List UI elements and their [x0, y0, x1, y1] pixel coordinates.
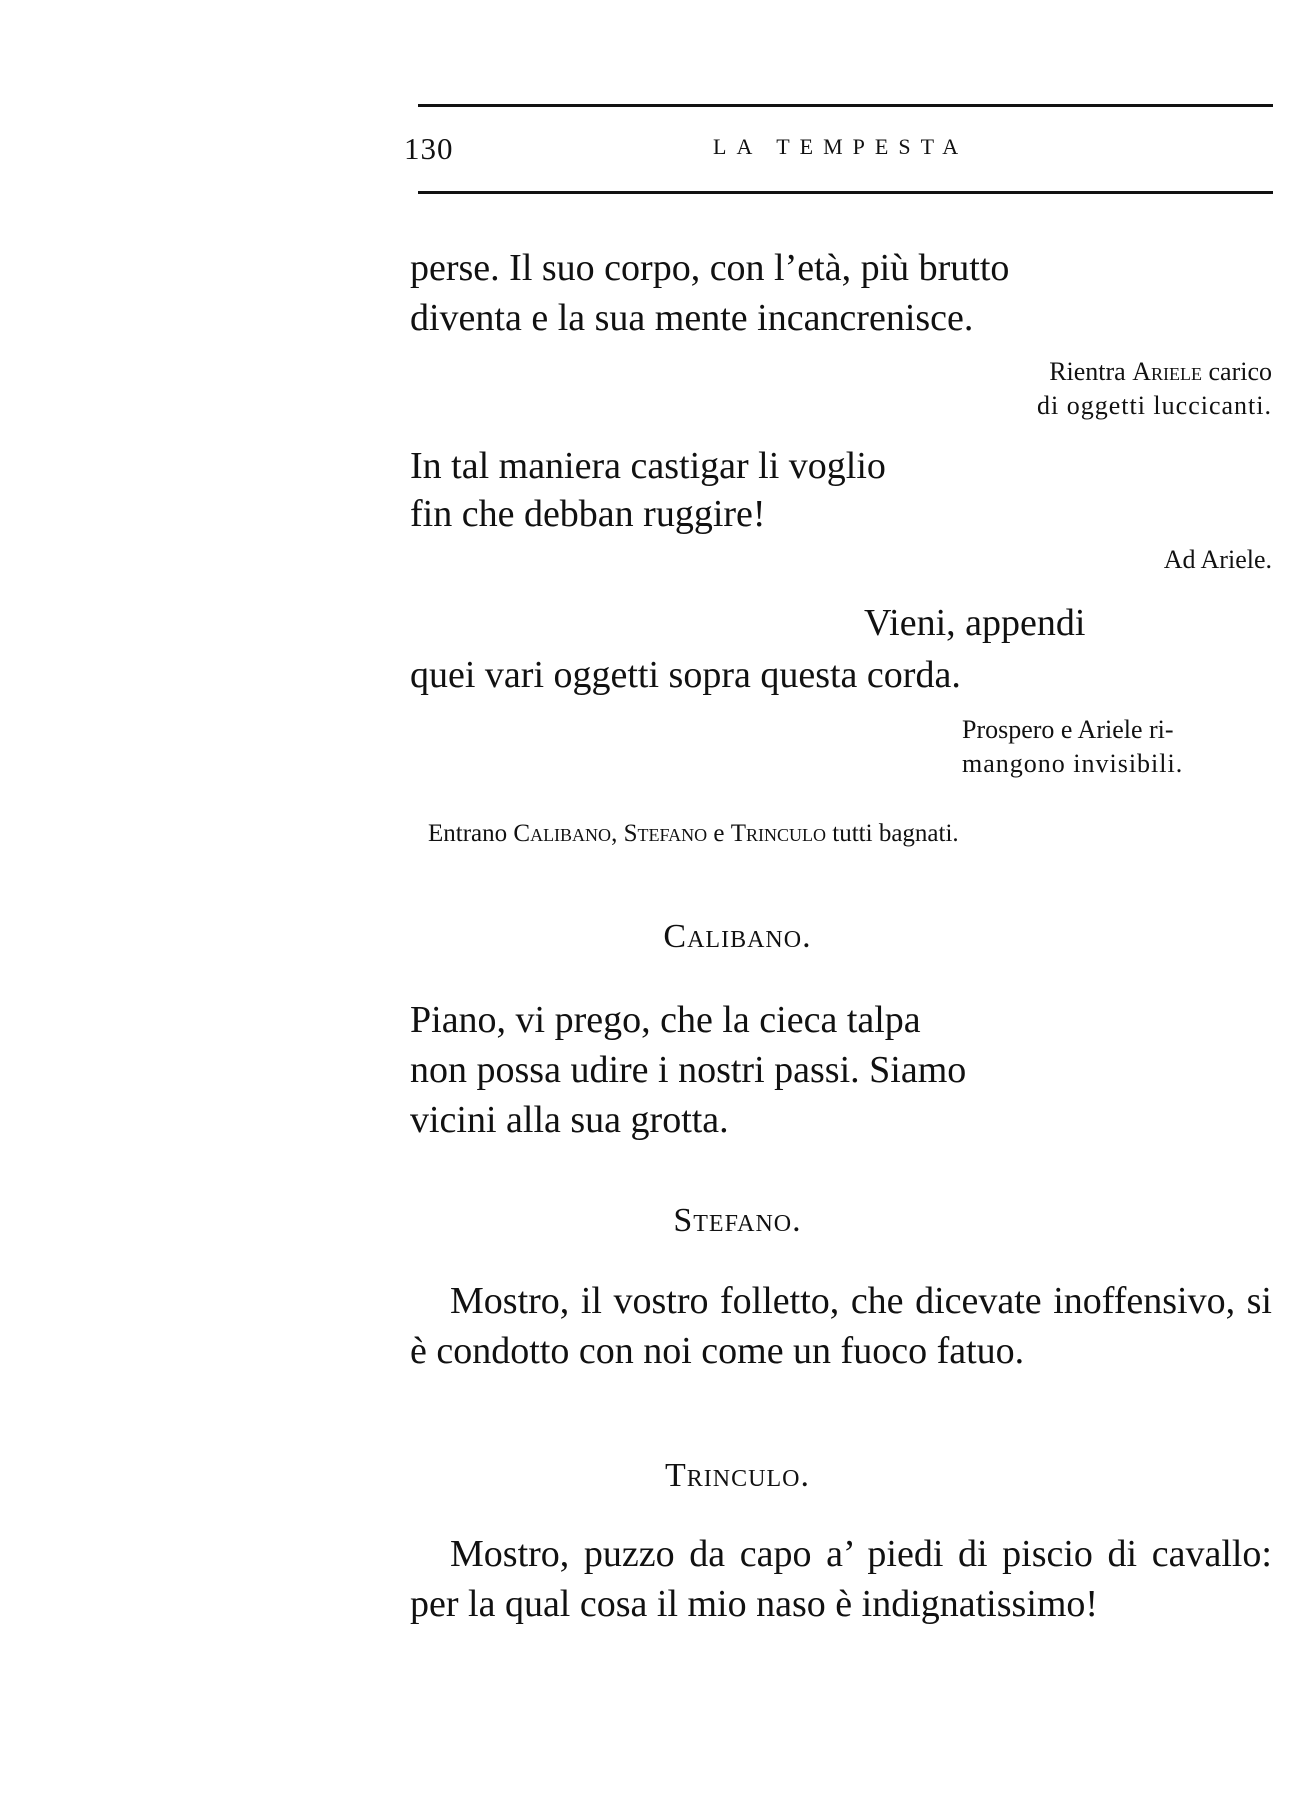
- speech-line: non possa udire i nostri passi. Siamo: [410, 1049, 967, 1091]
- verse-line: perse. Il suo corpo, con l’età, più brutto: [410, 247, 1010, 289]
- speech-text: Mostro, puzzo da capo a’ piedi di piscio di cavallo: per la qual cosa il mio naso è indignatissimo!: [410, 1533, 1272, 1625]
- stage-direction: Prospero e Ariele ri-: [962, 715, 1174, 744]
- speaker-name: Stefano.: [673, 1202, 802, 1239]
- stage-direction-text: Rientra: [1049, 357, 1133, 386]
- character-name: Stefano: [623, 820, 708, 847]
- stage-direction: di oggetti luccicanti.: [1037, 391, 1272, 420]
- stage-direction: mangono invisibili.: [962, 749, 1184, 778]
- speaker-name: Trinculo.: [665, 1457, 810, 1494]
- entrance-text: tutti bagnati.: [826, 820, 959, 847]
- entrance-text: e: [707, 820, 731, 847]
- header-bottom-rule: [418, 191, 1273, 194]
- speech-paragraph: [410, 1276, 1272, 1376]
- stage-direction: [1049, 358, 1272, 387]
- verse-line: diventa e la sua mente incancrenisce.: [410, 297, 974, 339]
- stage-direction: Ad Ariele.: [1163, 545, 1272, 574]
- speech-text: Mostro, il vostro folletto, che dicevate inoffensivo, si è condotto con noi come un fuoco fatuo.: [410, 1280, 1272, 1372]
- speech-paragraph: [410, 1529, 1272, 1629]
- page-number: 130: [404, 131, 454, 166]
- entrance-text: Entrano: [428, 820, 514, 847]
- entrance-direction: [428, 820, 959, 848]
- stage-direction-text: carico: [1201, 357, 1272, 386]
- verse-line: quei vari oggetti sopra questa corda.: [410, 654, 961, 696]
- entrance-text: ,: [611, 820, 624, 847]
- character-name: Trinculo: [730, 820, 827, 847]
- running-title: LA TEMPESTA: [713, 134, 969, 159]
- header-top-rule: [418, 104, 1273, 107]
- verse-line: In tal maniera castigar li voglio: [410, 445, 886, 487]
- character-name: Ariele: [1132, 357, 1202, 386]
- speech-line: vicini alla sua grotta.: [410, 1099, 729, 1141]
- speaker-name: Calibano.: [663, 918, 812, 955]
- character-name: Calibano: [513, 820, 612, 847]
- verse-line: fin che debban ruggire!: [410, 493, 766, 535]
- verse-line: Vieni, appendi: [864, 602, 1086, 644]
- speech-line: Piano, vi prego, che la cieca talpa: [410, 999, 921, 1041]
